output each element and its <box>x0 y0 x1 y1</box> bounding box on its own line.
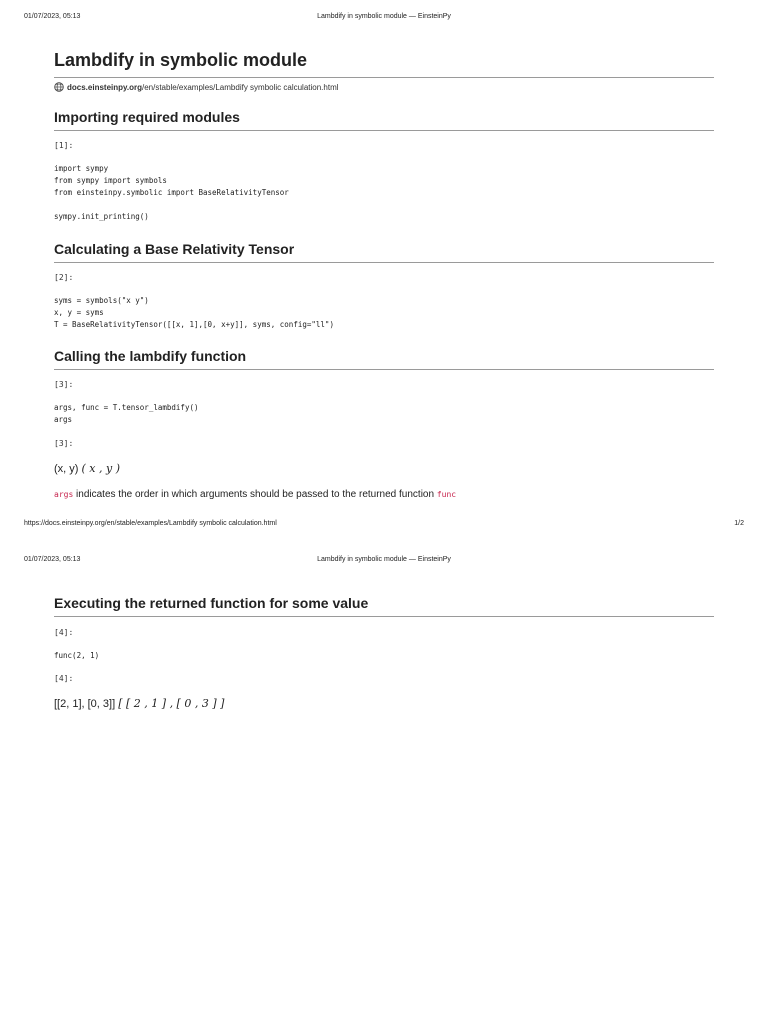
header-title: Lambdify in symbolic module — EinsteinPy <box>317 556 451 563</box>
page-title: Lambdify in symbolic module <box>54 50 714 78</box>
output-math: ( x , y ) <box>81 462 120 475</box>
code-cell: args, func = T.tensor_lambdify() args <box>54 403 199 424</box>
section-lambdify <box>54 348 714 370</box>
code-cell: import sympy from sympy import symbols from einsteinpy.symbolic import BaseRelativityTensor sympy.init_printing() <box>54 164 289 221</box>
cell-output <box>54 462 714 475</box>
output-plain: [[2, 1], [0, 3]] <box>54 698 116 710</box>
section-execute <box>54 595 714 617</box>
section-heading: Calculating a Base Relativity Tensor <box>54 241 714 263</box>
inline-code-args: args <box>54 490 74 499</box>
input-prompt: [4]: <box>54 628 74 637</box>
globe-icon <box>54 82 64 92</box>
page1-content <box>54 50 714 92</box>
inline-code-func: func <box>436 490 457 499</box>
input-prompt: [2]: <box>54 273 74 282</box>
footer-url[interactable]: https://docs.einsteinpy.org/en/stable/examples/Lambdify symbolic calculation.html <box>24 520 277 527</box>
source-link[interactable] <box>54 82 714 92</box>
section-heading: Importing required modules <box>54 109 714 131</box>
section-heading: Executing the returned function for some value <box>54 595 714 617</box>
note-paragraph <box>54 489 714 500</box>
note-text: indicates the order in which arguments should be passed to the returned function <box>76 489 435 500</box>
input-prompt: [1]: <box>54 141 74 150</box>
header-datetime: 01/07/2023, 05:13 <box>24 13 81 20</box>
output-plain: (x, y) <box>54 463 79 475</box>
section-tensor <box>54 241 714 263</box>
code-cell: func(2, 1) <box>54 651 100 660</box>
source-domain: docs.einsteinpy.org <box>67 82 142 92</box>
header-datetime: 01/07/2023, 05:13 <box>24 556 81 563</box>
input-prompt: [3]: <box>54 380 74 389</box>
section-heading: Calling the lambdify function <box>54 348 714 370</box>
output-prompt: [3]: <box>54 439 74 448</box>
source-path: /en/stable/examples/Lambdify symbolic calculation.html <box>141 82 339 92</box>
footer-page-number: 1/2 <box>734 520 744 527</box>
output-math: [ [ 2 , 1 ] , [ 0 , 3 ] ] <box>118 697 225 710</box>
section-imports <box>54 109 714 131</box>
code-cell: syms = symbols("x y") x, y = syms T = BaseRelativityTensor([[x, 1],[0, x+y]], syms, config="ll") <box>54 296 334 329</box>
output-prompt: [4]: <box>54 674 74 683</box>
cell-output <box>54 697 714 710</box>
header-title: Lambdify in symbolic module — EinsteinPy <box>317 13 451 20</box>
